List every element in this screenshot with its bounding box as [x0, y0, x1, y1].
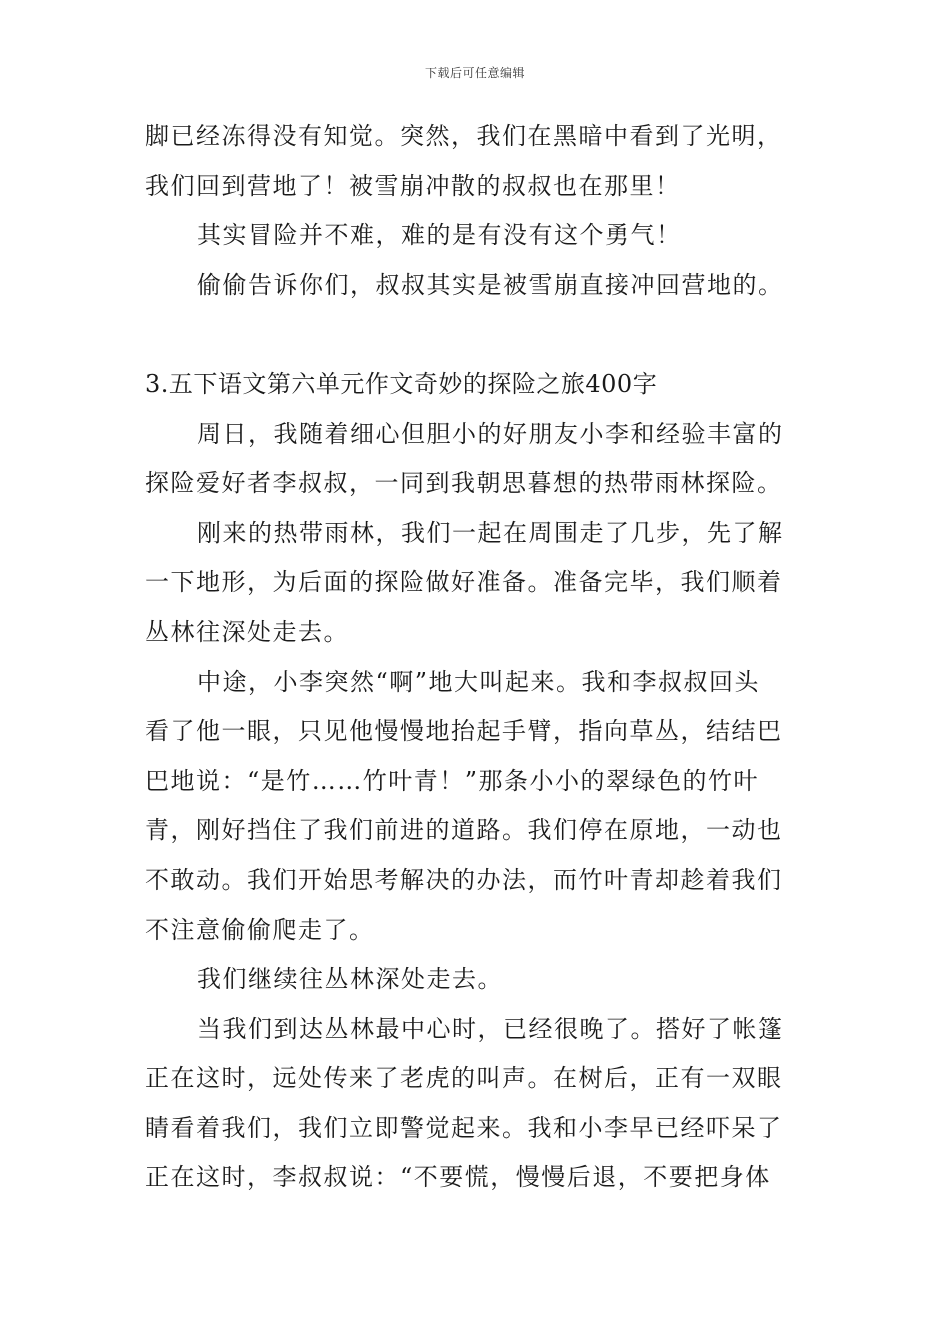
text-line: 正在这时，远处传来了老虎的叫声。在树后，正有一双眼 — [145, 1064, 783, 1093]
text-line: 青，刚好挡住了我们前进的道路。我们停在原地，一动也 — [145, 816, 783, 845]
text-line: 看了他一眼，只见他慢慢地抬起手臂，指向草丛，结结巴 — [145, 717, 783, 746]
text-line: 丛林往深处走去。 — [145, 617, 349, 646]
text-line: 刚来的热带雨林，我们一起在周围走了几步，先了解 — [197, 518, 784, 547]
section-gap — [145, 322, 815, 372]
text-line: 探险爱好者李叔叔，一同到我朝思暮想的热带雨林探险。 — [145, 469, 783, 498]
text-line: 周日，我随着细心但胆小的好朋友小李和经验丰富的 — [197, 419, 784, 448]
paragraph — [145, 221, 815, 250]
paragraph — [145, 419, 815, 498]
text-line: 当我们到达丛林最中心时，已经很晚了。搭好了帐篷 — [197, 1014, 784, 1043]
paragraph — [145, 667, 815, 944]
paragraph — [145, 270, 815, 299]
text-line: 一下地形，为后面的探险做好准备。准备完毕，我们顺着 — [145, 568, 783, 597]
text-line: 睛看着我们，我们立即警觉起来。我和小李早已经吓呆了 — [145, 1113, 783, 1142]
text-line: 正在这时，李叔叔说：“不要慌，慢慢后退，不要把身体 — [145, 1163, 771, 1192]
paragraph — [145, 124, 815, 198]
document-body — [145, 124, 815, 1215]
text-line: 中途，小李突然“啊”地大叫起来。我和李叔叔回头 — [197, 667, 761, 696]
page-header: 下载后可任意编辑 — [424, 66, 525, 80]
text-line: 脚已经冻得没有知觉。突然，我们在黑暗中看到了光明， — [145, 122, 783, 150]
paragraph — [145, 1014, 815, 1192]
text-line: 偷偷告诉你们，叔叔其实是被雪崩直接冲回营地的。 — [197, 270, 784, 299]
text-line: 其实冒险并不难，难的是有没有这个勇气！ — [197, 221, 682, 250]
text-line: 我们回到营地了！被雪崩冲散的叔叔也在那里！ — [145, 171, 681, 200]
text-line: 不注意偷偷爬走了。 — [145, 915, 375, 944]
text-line: 不敢动。我们开始思考解决的办法，而竹叶青却趁着我们 — [145, 865, 783, 894]
paragraph — [145, 965, 815, 994]
paragraph — [145, 518, 815, 646]
text-line: 巴地说：“是竹……竹叶青！”那条小小的翠绿色的竹叶 — [145, 766, 760, 795]
text-line: 我们继续往丛林深处走去。 — [197, 965, 503, 994]
section-heading: 3.五下语文第六单元作文奇妙的探险之旅400字 — [145, 369, 658, 398]
